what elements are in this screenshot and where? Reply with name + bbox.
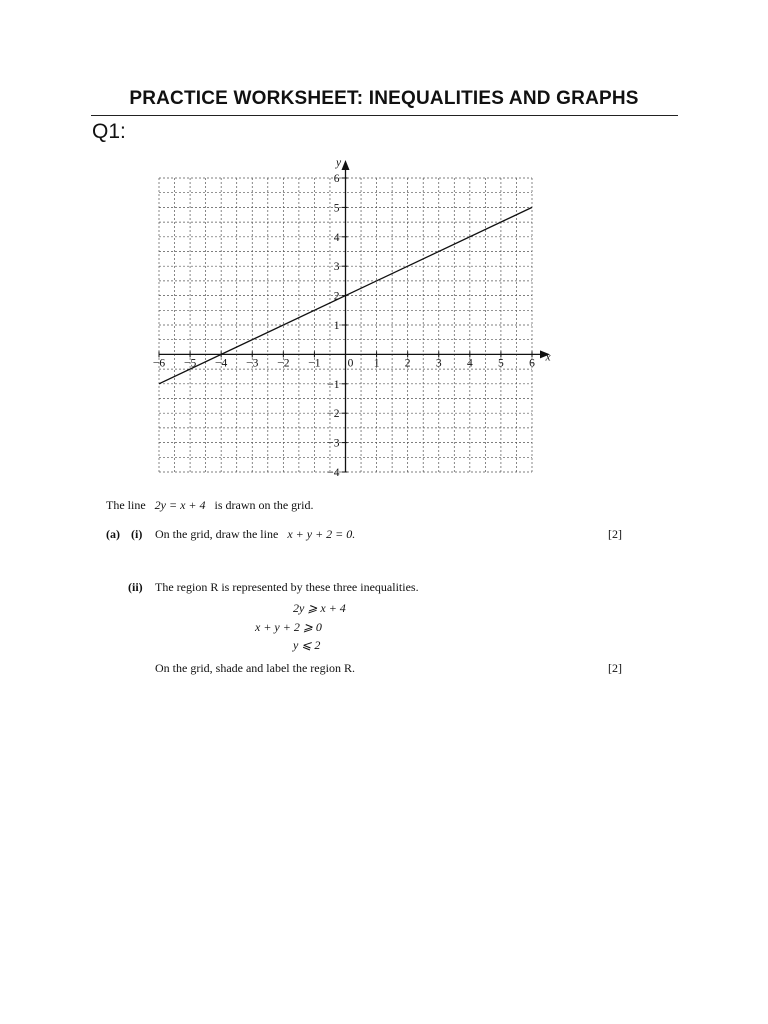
part-a-label: (a) — [106, 527, 120, 541]
x-tick-label: −1 — [308, 357, 321, 370]
y-tick-label: −4 — [327, 467, 340, 479]
part-ii-instruction: On the grid, shade and label the region R. — [155, 661, 355, 675]
x-tick-label: −6 — [152, 357, 166, 370]
worksheet-title: PRACTICE WORKSHEET: INEQUALITIES AND GRAPHS — [129, 88, 639, 109]
y-tick-label: −3 — [327, 437, 340, 450]
x-tick-label: 5 — [498, 357, 504, 370]
line-intro-equation: 2y = x + 4 — [154, 498, 206, 512]
part-ii-marks: [2] — [608, 661, 622, 675]
line-intro-prefix: The line — [106, 498, 146, 512]
y-tick-label: −1 — [327, 378, 340, 391]
tick-labels — [153, 157, 552, 479]
y-tick-label: 1 — [333, 320, 340, 332]
line-intro-suffix: is drawn on the grid. — [214, 498, 314, 512]
part-ii-text: The region R is represented by these three inequalities. — [155, 580, 419, 594]
inequality-2: x + y + 2 ⩾ 0 — [255, 620, 322, 634]
part-i-label: (i) — [131, 527, 143, 541]
part-i-equation: x + y + 2 = 0. — [287, 527, 356, 541]
y-axis-arrow-icon — [342, 160, 350, 170]
y-tick-label: 4 — [333, 231, 340, 244]
y-axis-label: y — [335, 157, 342, 169]
y-tick-label: 6 — [333, 173, 340, 185]
line-intro — [106, 498, 314, 513]
part-i-marks: [2] — [608, 527, 622, 541]
inequality-3: y ⩽ 2 — [293, 638, 321, 652]
part-i-text: On the grid, draw the line — [155, 527, 279, 541]
x-tick-label: 1 — [373, 357, 380, 370]
x-tick-label: −4 — [215, 357, 228, 370]
axes — [159, 160, 550, 472]
x-tick-label: 6 — [529, 357, 535, 370]
part-ii-label: (ii) — [128, 580, 143, 594]
y-tick-label: 2 — [333, 290, 340, 303]
y-tick-label: 3 — [333, 261, 340, 274]
x-axis-label: x — [545, 351, 551, 364]
x-tick-label: 4 — [466, 357, 473, 370]
y-tick-label: −2 — [327, 408, 340, 421]
origin-label: 0 — [347, 357, 354, 370]
x-tick-label: −3 — [246, 357, 259, 370]
inequality-1: 2y ⩾ x + 4 — [293, 601, 346, 615]
x-tick-label: −5 — [183, 357, 197, 370]
x-tick-label: −2 — [277, 357, 290, 370]
x-tick-label: 3 — [435, 357, 442, 370]
question-label: Q1: — [92, 120, 126, 143]
y-tick-label: 5 — [333, 202, 340, 215]
x-tick-label: 2 — [404, 357, 411, 370]
part-i-question — [155, 527, 355, 542]
